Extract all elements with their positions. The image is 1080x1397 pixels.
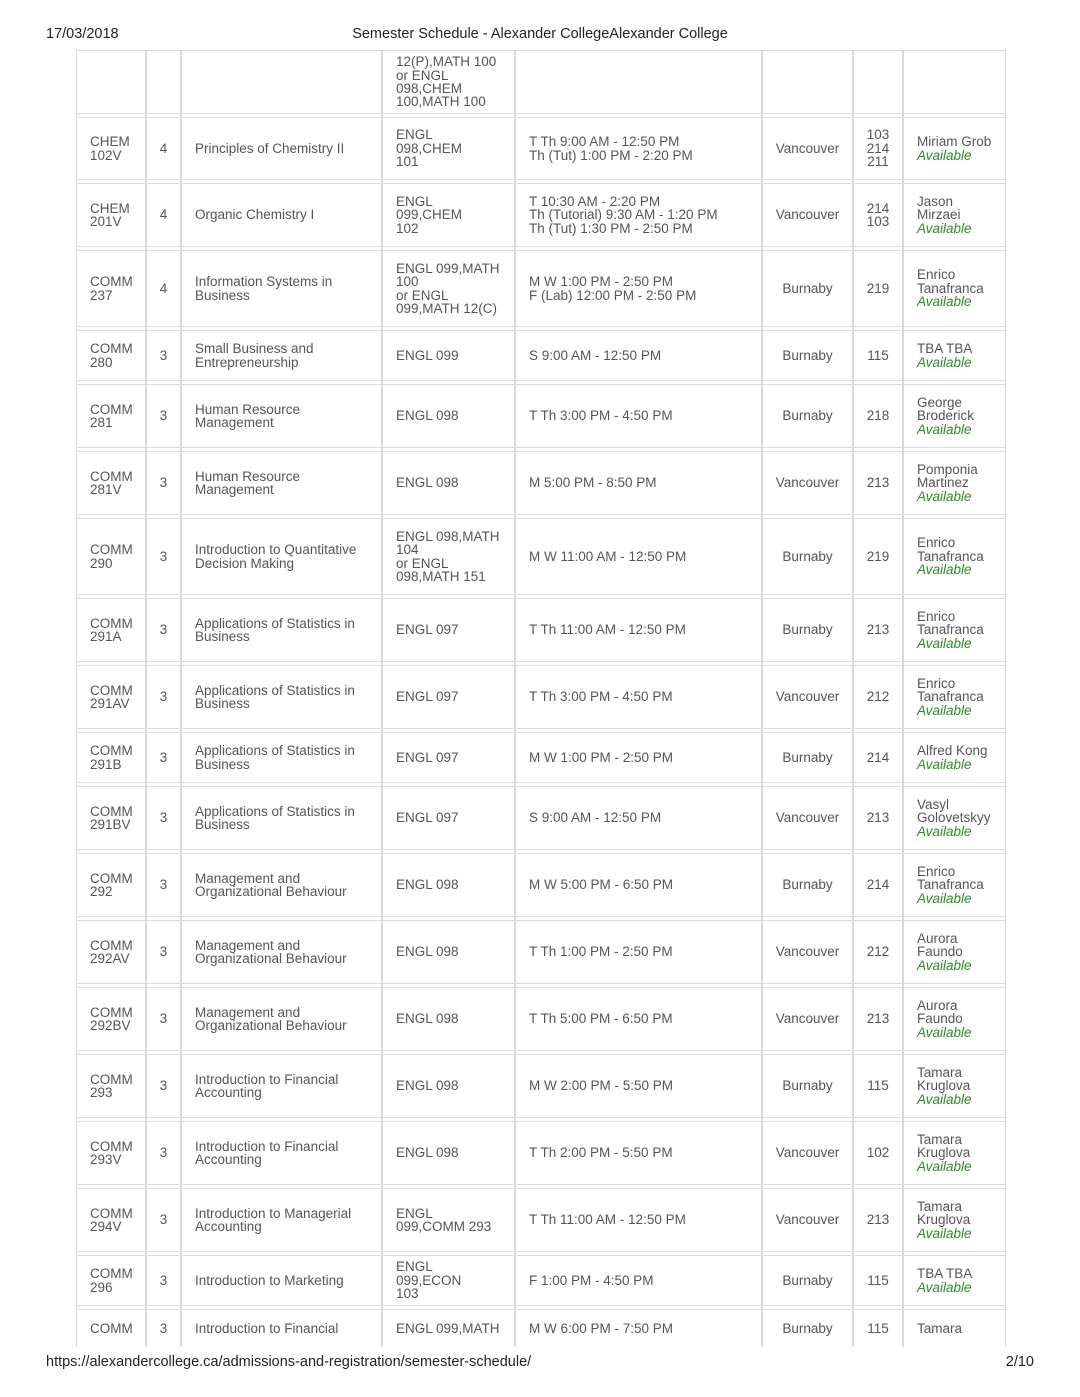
course-title-cell: Organic Chemistry I <box>181 183 382 247</box>
instructor-name: Aurora Faundo <box>917 997 963 1027</box>
prerequisites-cell: ENGL 098 <box>382 1054 515 1118</box>
credits-cell: 3 <box>146 518 181 595</box>
room-cell: 219 <box>853 518 903 595</box>
prerequisites-cell: ENGL 098 <box>382 987 515 1051</box>
prerequisites-cell: ENGL 098 <box>382 1121 515 1185</box>
prerequisites-cell: ENGL 098 <box>382 920 515 984</box>
prerequisites-cell: ENGL 099,MATH <box>382 1309 515 1347</box>
table-row <box>76 1054 1006 1118</box>
prerequisites-cell: ENGL 098 <box>382 853 515 917</box>
availability-status: Available <box>917 1225 972 1241</box>
table-row <box>76 1121 1006 1185</box>
instructor-cell <box>903 786 1006 850</box>
schedule-cell: M 5:00 PM - 8:50 PM <box>515 451 762 515</box>
course-title-cell: Introduction to Managerial Accounting <box>181 1188 382 1252</box>
course-title-cell: Management and Organizational Behaviour <box>181 920 382 984</box>
page-url: https://alexandercollege.ca/admissions-and-registration/semester-schedule/ <box>46 1354 532 1370</box>
campus-cell: Vancouver <box>762 786 853 850</box>
credits-cell: 3 <box>146 987 181 1051</box>
instructor-name: Enrico Tanafranca <box>917 535 984 564</box>
campus-cell <box>762 50 853 114</box>
credits-cell: 3 <box>146 1188 181 1252</box>
course-title-cell: Management and Organizational Behaviour <box>181 987 382 1051</box>
table-row <box>76 50 1006 114</box>
availability-status: Available <box>917 562 972 578</box>
room-cell: 115 <box>853 330 903 381</box>
schedule-cell: T Th 11:00 AM - 12:50 PM <box>515 1188 762 1252</box>
table-row <box>76 786 1006 850</box>
instructor-name: Enrico Tanafranca <box>917 675 984 705</box>
course-title-cell: Principles of Chemistry II <box>181 117 382 180</box>
availability-status: Available <box>917 421 972 437</box>
course-title-cell: Introduction to Financial <box>181 1309 382 1347</box>
instructor-name: Tamara <box>917 1321 963 1337</box>
course-code-cell: COMM 293V <box>76 1121 146 1185</box>
instructor-name: Enrico Tanafranca <box>917 267 984 296</box>
instructor-cell <box>903 384 1006 448</box>
course-code-cell: COMM 280 <box>76 330 146 381</box>
table-row <box>76 732 1006 783</box>
instructor-name: Enrico Tanafranca <box>917 608 984 638</box>
schedule-cell: T Th 5:00 PM - 6:50 PM <box>515 987 762 1051</box>
instructor-name: Jason Mirzaei <box>917 193 961 223</box>
campus-cell: Vancouver <box>762 1188 853 1252</box>
prerequisites-cell: ENGL 097 <box>382 598 515 662</box>
campus-cell: Vancouver <box>762 665 853 729</box>
campus-cell: Burnaby <box>762 598 853 662</box>
availability-status: Available <box>917 1024 972 1040</box>
instructor-cell <box>903 518 1006 595</box>
table-row <box>76 384 1006 448</box>
instructor-cell <box>903 50 1006 114</box>
course-title-cell: Human Resource Management <box>181 384 382 448</box>
room-cell: 115 <box>853 1255 903 1306</box>
instructor-name: Alfred Kong <box>917 743 988 759</box>
page-number: 2/10 <box>1005 1354 1034 1370</box>
table-row <box>76 665 1006 729</box>
prerequisites-cell: 12(P),MATH 100 or ENGL 098,CHEM 100,MATH 100 <box>382 50 515 114</box>
prerequisites-cell: ENGL 099,MATH 100 or ENGL 099,MATH 12(C) <box>382 250 515 327</box>
prerequisites-cell: ENGL 098,CHEM 101 <box>382 117 515 180</box>
course-code-cell: COMM 281V <box>76 451 146 515</box>
room-cell <box>853 50 903 114</box>
instructor-cell <box>903 920 1006 984</box>
instructor-name: George Broderick <box>917 394 975 424</box>
instructor-name: TBA TBA <box>917 341 973 357</box>
schedule-cell: T Th 1:00 PM - 2:50 PM <box>515 920 762 984</box>
instructor-name: Tamara Kruglova <box>917 1131 971 1161</box>
course-title-cell: Human Resource Management <box>181 451 382 515</box>
instructor-cell <box>903 732 1006 783</box>
schedule-cell: S 9:00 AM - 12:50 PM <box>515 330 762 381</box>
availability-status: Available <box>917 957 972 973</box>
credits-cell: 3 <box>146 451 181 515</box>
schedule-cell: M W 2:00 PM - 5:50 PM <box>515 1054 762 1118</box>
instructor-cell <box>903 117 1006 180</box>
course-code-cell: COMM 237 <box>76 250 146 327</box>
room-cell: 212 <box>853 665 903 729</box>
credits-cell: 3 <box>146 598 181 662</box>
credits-cell: 3 <box>146 1255 181 1306</box>
course-title-cell: Introduction to Financial Accounting <box>181 1121 382 1185</box>
table-row <box>76 1188 1006 1252</box>
course-code-cell: COMM 291BV <box>76 786 146 850</box>
schedule-cell: M W 5:00 PM - 6:50 PM <box>515 853 762 917</box>
campus-cell: Burnaby <box>762 250 853 327</box>
schedule-table <box>76 50 1006 1347</box>
course-title-cell: Small Business and Entrepreneurship <box>181 330 382 381</box>
campus-cell: Burnaby <box>762 330 853 381</box>
instructor-name: Tamara Kruglova <box>917 1064 971 1094</box>
campus-cell: Burnaby <box>762 853 853 917</box>
campus-cell: Vancouver <box>762 451 853 515</box>
prerequisites-cell: ENGL 098,MATH 104 or ENGL 098,MATH 151 <box>382 518 515 595</box>
instructor-cell <box>903 183 1006 247</box>
table-row <box>76 518 1006 595</box>
course-code-cell: CHEM 102V <box>76 117 146 180</box>
instructor-cell <box>903 1255 1006 1306</box>
availability-status: Available <box>917 702 972 718</box>
availability-status: Available <box>917 488 972 504</box>
availability-status: Available <box>917 1091 972 1107</box>
availability-status: Available <box>917 1279 972 1295</box>
course-title-cell: Introduction to Quantitative Decision Making <box>181 518 382 595</box>
room-cell: 219 <box>853 250 903 327</box>
availability-status: Available <box>917 635 972 651</box>
prerequisites-cell: ENGL 097 <box>382 665 515 729</box>
course-code-cell: COMM 294V <box>76 1188 146 1252</box>
instructor-cell <box>903 451 1006 515</box>
prerequisites-cell: ENGL 099,CHEM 102 <box>382 183 515 247</box>
room-cell: 102 <box>853 1121 903 1185</box>
credits-cell: 3 <box>146 732 181 783</box>
instructor-name: Pomponia Martinez <box>917 461 978 491</box>
credits-cell: 3 <box>146 330 181 381</box>
table-row <box>76 117 1006 180</box>
schedule-cell: T Th 2:00 PM - 5:50 PM <box>515 1121 762 1185</box>
table-row <box>76 330 1006 381</box>
room-cell: 212 <box>853 920 903 984</box>
table-row <box>76 987 1006 1051</box>
course-code-cell: COMM 291AV <box>76 665 146 729</box>
course-code-cell: COMM 292BV <box>76 987 146 1051</box>
credits-cell: 3 <box>146 1309 181 1347</box>
instructor-cell <box>903 665 1006 729</box>
instructor-name: Aurora Faundo <box>917 930 963 960</box>
instructor-cell <box>903 1054 1006 1118</box>
course-code-cell: COMM 281 <box>76 384 146 448</box>
table-row <box>76 920 1006 984</box>
room-cell: 213 <box>853 451 903 515</box>
table-row <box>76 183 1006 247</box>
room-cell: 103 214 211 <box>853 117 903 180</box>
instructor-name: TBA TBA <box>917 1266 973 1282</box>
course-title-cell: Management and Organizational Behaviour <box>181 853 382 917</box>
schedule-cell: T Th 3:00 PM - 4:50 PM <box>515 384 762 448</box>
course-code-cell: COMM 291B <box>76 732 146 783</box>
prerequisites-cell: ENGL 099,COMM 293 <box>382 1188 515 1252</box>
course-code-cell: COMM <box>76 1309 146 1347</box>
print-date: 17/03/2018 <box>46 26 119 42</box>
instructor-cell <box>903 853 1006 917</box>
prerequisites-cell: ENGL 099 <box>382 330 515 381</box>
room-cell: 213 <box>853 987 903 1051</box>
course-code-cell: COMM 291A <box>76 598 146 662</box>
campus-cell: Vancouver <box>762 183 853 247</box>
availability-status: Available <box>917 220 972 236</box>
room-cell: 213 <box>853 786 903 850</box>
credits-cell: 3 <box>146 665 181 729</box>
instructor-name: Vasyl Golovetskyy <box>917 796 991 826</box>
campus-cell: Burnaby <box>762 732 853 783</box>
prerequisites-cell: ENGL 097 <box>382 732 515 783</box>
instructor-cell <box>903 1188 1006 1252</box>
credits-cell: 3 <box>146 786 181 850</box>
course-code-cell: COMM 290 <box>76 518 146 595</box>
schedule-table-container <box>76 50 1006 1347</box>
table-row <box>76 451 1006 515</box>
schedule-cell: T 10:30 AM - 2:20 PM Th (Tutorial) 9:30 AM - 1:20 PM Th (Tut) 1:30 PM - 2:50 PM <box>515 183 762 247</box>
course-code-cell: COMM 292AV <box>76 920 146 984</box>
campus-cell: Burnaby <box>762 1054 853 1118</box>
instructor-cell <box>903 1121 1006 1185</box>
prerequisites-cell: ENGL 098 <box>382 384 515 448</box>
schedule-cell: T Th 3:00 PM - 4:50 PM <box>515 665 762 729</box>
course-code-cell: COMM 292 <box>76 853 146 917</box>
course-title-cell: Information Systems in Business <box>181 250 382 327</box>
table-row <box>76 1309 1006 1347</box>
credits-cell: 4 <box>146 250 181 327</box>
course-title-cell: Applications of Statistics in Business <box>181 598 382 662</box>
campus-cell: Burnaby <box>762 1309 853 1347</box>
schedule-cell: T Th 9:00 AM - 12:50 PM Th (Tut) 1:00 PM - 2:20 PM <box>515 117 762 180</box>
availability-status: Available <box>917 1158 972 1174</box>
schedule-cell: M W 6:00 PM - 7:50 PM <box>515 1309 762 1347</box>
schedule-cell: S 9:00 AM - 12:50 PM <box>515 786 762 850</box>
table-row <box>76 598 1006 662</box>
credits-cell: 3 <box>146 853 181 917</box>
campus-cell: Vancouver <box>762 117 853 180</box>
availability-status: Available <box>917 294 972 310</box>
course-title-cell: Introduction to Marketing <box>181 1255 382 1306</box>
course-code-cell: COMM 296 <box>76 1255 146 1306</box>
schedule-cell <box>515 50 762 114</box>
schedule-table-body <box>76 50 1006 1347</box>
course-title-cell: Introduction to Financial Accounting <box>181 1054 382 1118</box>
room-cell: 218 <box>853 384 903 448</box>
instructor-name: Tamara Kruglova <box>917 1198 971 1228</box>
availability-status: Available <box>917 890 972 906</box>
prerequisites-cell: ENGL 098 <box>382 451 515 515</box>
instructor-cell <box>903 250 1006 327</box>
campus-cell: Vancouver <box>762 920 853 984</box>
credits-cell: 3 <box>146 1121 181 1185</box>
instructor-cell <box>903 1309 1006 1347</box>
course-title-cell: Applications of Statistics in Business <box>181 732 382 783</box>
schedule-cell: M W 11:00 AM - 12:50 PM <box>515 518 762 595</box>
instructor-cell <box>903 987 1006 1051</box>
course-title-cell: Applications of Statistics in Business <box>181 786 382 850</box>
availability-status: Available <box>917 756 972 772</box>
availability-status: Available <box>917 354 972 370</box>
credits-cell: 3 <box>146 1054 181 1118</box>
credits-cell: 3 <box>146 384 181 448</box>
page-title: Semester Schedule - Alexander CollegeAlexander College <box>352 26 728 42</box>
table-row <box>76 1255 1006 1306</box>
instructor-name: Enrico Tanafranca <box>917 863 984 893</box>
room-cell: 115 <box>853 1309 903 1347</box>
course-title-cell: Applications of Statistics in Business <box>181 665 382 729</box>
schedule-cell: M W 1:00 PM - 2:50 PM <box>515 732 762 783</box>
course-code-cell: COMM 293 <box>76 1054 146 1118</box>
availability-status: Available <box>917 147 972 163</box>
instructor-cell <box>903 598 1006 662</box>
table-row <box>76 250 1006 327</box>
instructor-cell <box>903 330 1006 381</box>
schedule-cell: F 1:00 PM - 4:50 PM <box>515 1255 762 1306</box>
room-cell: 214 103 <box>853 183 903 247</box>
credits-cell: 4 <box>146 183 181 247</box>
campus-cell: Vancouver <box>762 1121 853 1185</box>
prerequisites-cell: ENGL 099,ECON 103 <box>382 1255 515 1306</box>
credits-cell <box>146 50 181 114</box>
instructor-name: Miriam Grob <box>917 134 992 150</box>
prerequisites-cell: ENGL 097 <box>382 786 515 850</box>
course-title-cell <box>181 50 382 114</box>
campus-cell: Vancouver <box>762 987 853 1051</box>
course-code-cell <box>76 50 146 114</box>
room-cell: 214 <box>853 732 903 783</box>
campus-cell: Burnaby <box>762 1255 853 1306</box>
room-cell: 214 <box>853 853 903 917</box>
schedule-cell: M W 1:00 PM - 2:50 PM F (Lab) 12:00 PM - 2:50 PM <box>515 250 762 327</box>
room-cell: 115 <box>853 1054 903 1118</box>
schedule-cell: T Th 11:00 AM - 12:50 PM <box>515 598 762 662</box>
room-cell: 213 <box>853 1188 903 1252</box>
credits-cell: 4 <box>146 117 181 180</box>
campus-cell: Burnaby <box>762 384 853 448</box>
campus-cell: Burnaby <box>762 518 853 595</box>
course-code-cell: CHEM 201V <box>76 183 146 247</box>
availability-status: Available <box>917 823 972 839</box>
credits-cell: 3 <box>146 920 181 984</box>
table-row <box>76 853 1006 917</box>
room-cell: 213 <box>853 598 903 662</box>
